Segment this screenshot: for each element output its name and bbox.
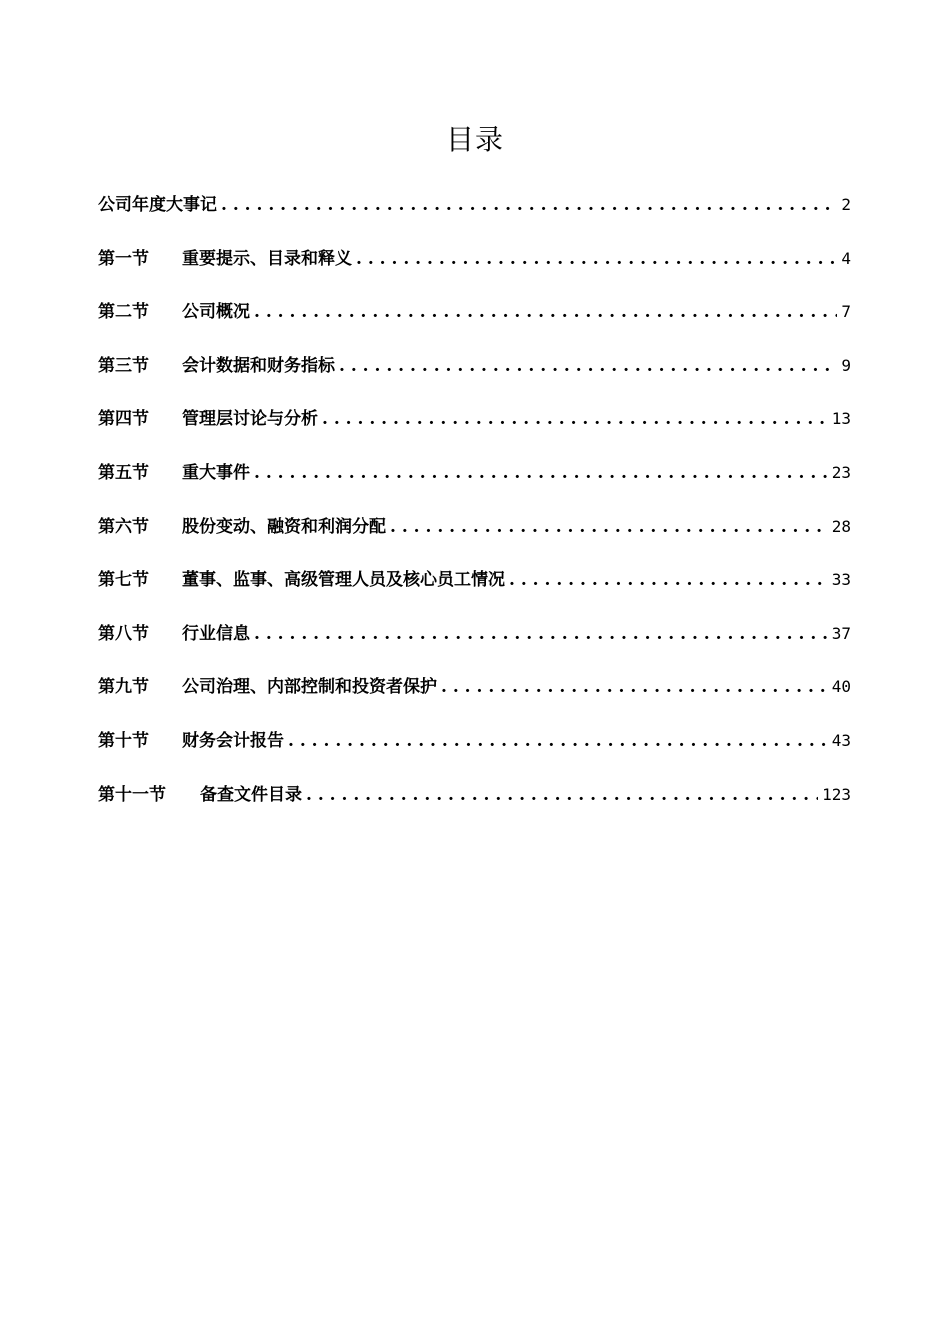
toc-dot-leader	[322, 409, 828, 429]
toc-entry-title: 财务会计报告	[182, 730, 284, 751]
toc-page-number: 33	[831, 570, 851, 590]
toc-page-number: 4	[841, 248, 851, 268]
toc-entry-title: 重要提示、目录和释义	[182, 248, 352, 269]
toc-section-label: 第二节	[98, 302, 149, 323]
toc-dot-leader	[390, 517, 828, 537]
toc-dot-leader	[254, 463, 828, 483]
table-of-contents	[98, 190, 851, 833]
toc-entry-section-7[interactable]	[98, 565, 851, 619]
toc-page-number: 123	[822, 784, 851, 804]
toc-dot-leader	[288, 731, 828, 751]
toc-entry-title: 管理层讨论与分析	[182, 409, 318, 430]
toc-entry-section-11[interactable]	[98, 780, 851, 834]
toc-page-number: 2	[841, 195, 851, 214]
toc-dot-leader	[441, 677, 828, 697]
toc-page-number: 28	[831, 516, 851, 536]
toc-section-label: 第五节	[98, 462, 149, 483]
toc-section-label: 第九节	[98, 677, 149, 698]
toc-dot-leader	[509, 570, 828, 590]
toc-entry-section-5[interactable]	[98, 458, 851, 512]
toc-page-number: 40	[831, 677, 851, 697]
toc-entry-title: 行业信息	[182, 623, 250, 644]
toc-section-label: 第六节	[98, 516, 149, 537]
toc-entry-title: 股份变动、融资和利润分配	[182, 516, 386, 537]
toc-entry-section-6[interactable]	[98, 512, 851, 566]
toc-entry-title: 公司概况	[182, 302, 250, 323]
toc-page-number: 7	[841, 302, 851, 322]
toc-entry-title: 会计数据和财务指标	[182, 355, 335, 376]
toc-page-number: 37	[831, 623, 851, 643]
toc-entry-title: 重大事件	[182, 462, 250, 483]
toc-page-number: 9	[841, 355, 851, 375]
toc-entry-title: 公司治理、内部控制和投资者保护	[182, 677, 437, 698]
toc-section-label: 第八节	[98, 623, 149, 644]
toc-section-label: 第十一节	[98, 784, 166, 805]
toc-page-number: 13	[831, 409, 851, 429]
toc-entry-section-8[interactable]	[98, 619, 851, 673]
toc-entry-section-3[interactable]	[98, 351, 851, 405]
toc-entry-section-2[interactable]	[98, 297, 851, 351]
toc-section-label: 第三节	[98, 355, 149, 376]
toc-entry-title: 董事、监事、高级管理人员及核心员工情况	[182, 570, 505, 591]
toc-section-label: 第一节	[98, 248, 149, 269]
toc-dot-leader	[254, 302, 837, 322]
toc-dot-leader	[254, 624, 828, 644]
toc-page-number: 43	[831, 730, 851, 750]
toc-section-label: 第七节	[98, 570, 149, 591]
toc-section-label: 第十节	[98, 730, 149, 751]
page-title: 目录	[445, 123, 504, 156]
toc-entry-section-4[interactable]	[98, 404, 851, 458]
toc-entry-title: 备查文件目录	[200, 784, 302, 805]
toc-dot-leader	[221, 195, 837, 215]
toc-entry-title: 公司年度大事记	[98, 195, 217, 215]
toc-dot-leader	[339, 356, 837, 376]
toc-dot-leader	[356, 249, 837, 269]
toc-entry-section-10[interactable]	[98, 726, 851, 780]
toc-page-number: 23	[831, 462, 851, 482]
toc-section-label: 第四节	[98, 409, 149, 430]
toc-entry-section-9[interactable]	[98, 672, 851, 726]
toc-entry-section-1[interactable]	[98, 244, 851, 298]
toc-dot-leader	[306, 785, 818, 805]
toc-entry-yearly-events[interactable]	[98, 190, 851, 244]
